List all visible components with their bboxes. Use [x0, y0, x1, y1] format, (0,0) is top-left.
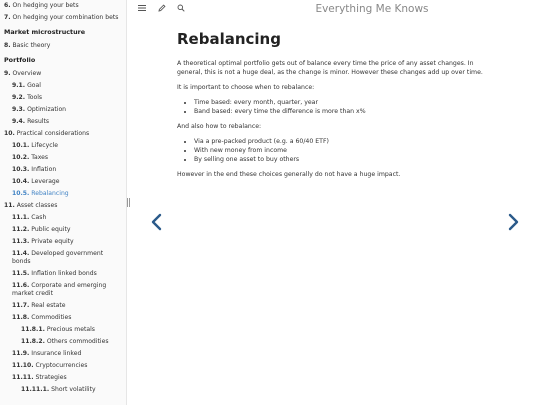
sidebar-item[interactable] [0, 80, 126, 92]
sidebar-item-number: 11.6. [12, 282, 30, 289]
sidebar-item[interactable] [0, 116, 126, 128]
sidebar-item-number: 10.1. [12, 142, 30, 149]
chevron-left-icon [143, 208, 173, 236]
sidebar-item[interactable] [0, 384, 126, 396]
paragraph-when: It is important to choose when to rebalance: [177, 84, 315, 91]
sidebar-item-label: Inflation [31, 166, 57, 173]
sidebar-item[interactable] [0, 336, 126, 348]
sidebar-item-number: 11.11. [12, 374, 34, 381]
sidebar-item-number: 10.3. [12, 166, 30, 173]
list-item: • By selling one asset to buy others [194, 155, 489, 164]
sidebar-item[interactable] [0, 68, 126, 80]
sidebar-item[interactable] [0, 0, 126, 12]
sidebar-item-number: 7. [4, 14, 11, 21]
list-item: • Via a pre-packed product (e.g. a 60/40 ETF) [194, 137, 489, 146]
list-how [177, 137, 489, 164]
search-icon[interactable] [175, 4, 187, 16]
sidebar-item-label: Tools [27, 94, 43, 101]
sidebar-item-label: Taxes [31, 154, 49, 161]
sidebar-item-number: 11.7. [12, 302, 30, 309]
sidebar-item-label: Private equity [31, 238, 74, 245]
paragraph-conclusion: However in the end these choices generally do not have a huge impact. [177, 171, 401, 178]
sidebar-item-number: 11.5. [12, 270, 30, 277]
sidebar-item[interactable] [0, 12, 126, 24]
sidebar-resize-handle[interactable] [127, 198, 130, 207]
sidebar-item[interactable] [0, 128, 126, 140]
sidebar-item[interactable] [0, 280, 126, 300]
sidebar-item-label: Optimization [27, 106, 67, 113]
sidebar-item[interactable] [0, 212, 126, 224]
sidebar-item-label: Others commodities [46, 338, 109, 345]
list-item: • Band based: every time the difference is more than x% [194, 107, 489, 116]
sidebar-item-label: Precious metals [46, 326, 95, 333]
menu-icon[interactable] [136, 4, 148, 16]
sidebar-item-label: Corporate and emerging market credit [12, 282, 107, 297]
sidebar-item-label: Overview [12, 70, 42, 77]
sidebar-item-number: 6. [4, 2, 11, 9]
next-page-button[interactable] [497, 208, 527, 236]
sidebar-item-number: 10.5. [12, 190, 30, 197]
top-bar [127, 0, 540, 22]
list-item: • Time based: every month, quarter, year [194, 98, 489, 107]
sidebar-item-label: Developed government bonds [12, 250, 104, 265]
sidebar-item[interactable] [0, 248, 126, 268]
sidebar-item-label: Portfolio [4, 56, 36, 64]
sidebar-item-number: 11.1. [12, 214, 30, 221]
sidebar-item-number: 11.2. [12, 226, 30, 233]
sidebar-item-label: Inflation linked bonds [31, 270, 97, 277]
sidebar-item[interactable] [0, 236, 126, 248]
list-when [177, 98, 489, 116]
sidebar-item-label: Results [27, 118, 50, 125]
sidebar-item-label: Rebalancing [31, 190, 69, 197]
edit-icon[interactable] [156, 4, 168, 16]
paragraph-intro: A theoretical optimal portfolio gets out of balance every time the price of any asset changes. In general, this is not a huge deal, as the change is minor. However these changes add up over time. [177, 60, 483, 76]
sidebar-item-number: 11.11.1. [21, 386, 50, 393]
book-title: Everything Me Knows [315, 3, 429, 15]
sidebar-item-number: 11.9. [12, 350, 30, 357]
sidebar-item-number: 9.1. [12, 82, 26, 89]
sidebar-item[interactable] [0, 300, 126, 312]
sidebar-item[interactable] [0, 164, 126, 176]
sidebar-item[interactable] [0, 140, 126, 152]
sidebar-item[interactable] [0, 200, 126, 212]
sidebar-item-label: Insurance linked [31, 350, 82, 357]
sidebar-item[interactable] [0, 104, 126, 116]
previous-page-button[interactable] [143, 208, 173, 236]
sidebar-item[interactable] [0, 92, 126, 104]
sidebar-item-number: 9. [4, 70, 11, 77]
sidebar-item[interactable] [0, 224, 126, 236]
sidebar [0, 0, 127, 405]
sidebar-item-label: Strategies [35, 374, 67, 381]
sidebar-item-number: 10. [4, 130, 15, 137]
sidebar-item[interactable] [0, 188, 126, 200]
sidebar-item-number: 11.4. [12, 250, 30, 257]
chevron-right-icon [497, 208, 527, 236]
sidebar-item-number: 10.4. [12, 178, 30, 185]
sidebar-item-label: Public equity [31, 226, 71, 233]
sidebar-item-number: 11.3. [12, 238, 30, 245]
sidebar-item-label: Cash [31, 214, 47, 221]
sidebar-item-number: 11. [4, 202, 15, 209]
page-title: Rebalancing [177, 30, 281, 48]
sidebar-item[interactable] [0, 372, 126, 384]
sidebar-item-number: 11.10. [12, 362, 34, 369]
sidebar-item[interactable] [0, 268, 126, 280]
sidebar-item-label: Cryptocurrencies [35, 362, 88, 369]
sidebar-section-header [0, 52, 126, 68]
sidebar-item-number: 11.8.2. [21, 338, 45, 345]
sidebar-item-number: 11.8.1. [21, 326, 45, 333]
sidebar-item-label: Lifecycle [31, 142, 59, 149]
sidebar-item-label: Real estate [31, 302, 66, 309]
sidebar-list [0, 0, 126, 396]
page-content [177, 30, 489, 185]
sidebar-item[interactable] [0, 312, 126, 324]
sidebar-item-label: On hedging your combination bets [12, 14, 119, 21]
sidebar-item-number: 11.8. [12, 314, 30, 321]
paragraph-how: And also how to rebalance: [177, 123, 262, 130]
sidebar-item-number: 9.3. [12, 106, 26, 113]
sidebar-item-label: Commodities [31, 314, 72, 321]
sidebar-item[interactable] [0, 324, 126, 336]
sidebar-item-number: 10.2. [12, 154, 30, 161]
sidebar-item-number: 9.4. [12, 118, 26, 125]
sidebar-item[interactable] [0, 348, 126, 360]
sidebar-item-number: 8. [4, 42, 11, 49]
sidebar-section-header [0, 24, 126, 40]
list-item: • With new money from income [194, 146, 489, 155]
sidebar-item-label: Short volatility [51, 386, 96, 393]
sidebar-item-label: Goal [27, 82, 41, 89]
sidebar-item[interactable] [0, 176, 126, 188]
sidebar-item[interactable] [0, 152, 126, 164]
sidebar-item-label: On hedging your bets [12, 2, 79, 9]
sidebar-item-label: Basic theory [12, 42, 51, 49]
sidebar-item[interactable] [0, 360, 126, 372]
sidebar-item-label: Practical considerations [16, 130, 90, 137]
sidebar-item-number: 9.2. [12, 94, 26, 101]
sidebar-item-label: Leverage [31, 178, 60, 185]
sidebar-item-label: Asset classes [16, 202, 58, 209]
sidebar-item[interactable] [0, 40, 126, 52]
sidebar-item-label: Market microstructure [4, 28, 86, 36]
